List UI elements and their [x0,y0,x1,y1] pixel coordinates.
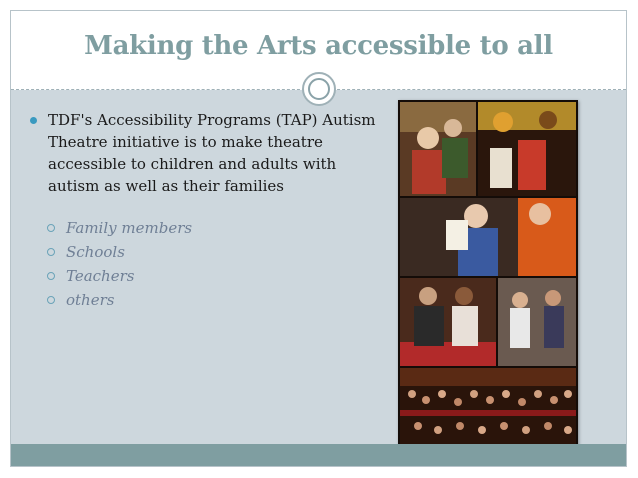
sub-bullet-ring-icon [47,296,55,304]
sub-bullet-schools [28,240,388,264]
slide-title: Making the Arts accessible to all [84,31,553,61]
main-bullet [28,109,388,197]
sub-bullet-teachers [28,264,388,288]
sub-bullet-ring-icon [47,248,55,256]
bullet-list [28,109,388,312]
circle-ornament-inner [308,78,330,100]
sub-bullet-others [28,288,388,312]
sub-bullet-list [28,216,388,312]
photo-collage-image [398,100,578,447]
sub-bullet-text: Teachers [66,267,135,285]
photo-masks [478,102,576,196]
photo-program [400,198,576,276]
slide [10,10,627,467]
photo-collage [398,100,578,447]
bullet-dot-icon [30,117,37,124]
photo-stage [498,278,576,366]
circle-ornament-icon [302,72,336,106]
sub-bullet-text: others [66,291,115,309]
photo-foyer [400,102,476,196]
photo-audience [400,368,576,445]
sub-bullet-ring-icon [47,272,55,280]
footer-band [11,444,626,466]
sub-bullet-family [28,216,388,240]
photo-children [400,278,496,366]
sub-bullet-text: Family members [66,219,193,237]
main-bullet-text: TDF's Accessibility Programs (TAP) Autism Theatre initiative is to make theatre accessible to children and adults with autism as well as their families [48,111,376,195]
sub-bullet-text: Schools [66,243,125,261]
sub-bullet-ring-icon [47,224,55,232]
